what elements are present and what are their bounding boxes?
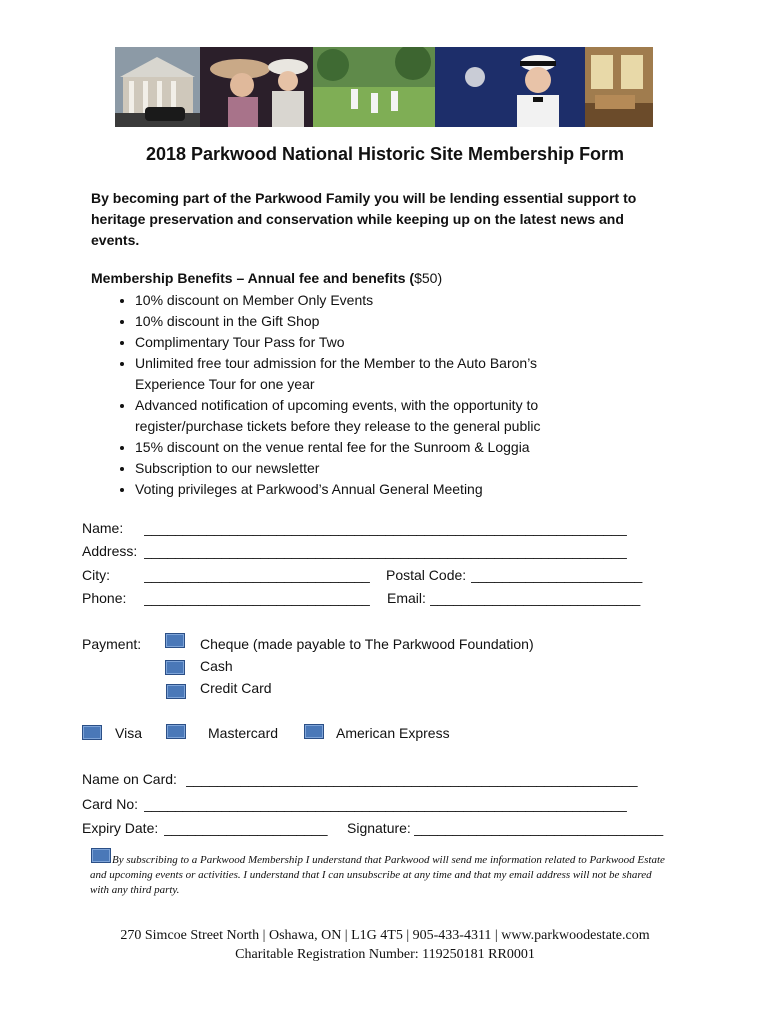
name-on-card-label: Name on Card: xyxy=(82,771,177,787)
cash-checkbox[interactable] xyxy=(165,660,185,675)
benefits-list xyxy=(91,290,605,500)
benefits-heading xyxy=(91,270,442,286)
interior-photo xyxy=(585,47,653,127)
payment-label: Payment: xyxy=(82,636,142,652)
card-number-field[interactable]: ______________________________________________________________ xyxy=(144,796,627,812)
postal-code-label: Postal Code: xyxy=(386,567,467,583)
visa-checkbox[interactable] xyxy=(82,725,102,740)
consent-text xyxy=(90,853,670,898)
credit-card-checkbox[interactable] xyxy=(166,684,186,699)
email-field[interactable]: ___________________________ xyxy=(430,590,641,606)
signature-label: Signature: xyxy=(347,820,411,836)
cash-option-label: Cash xyxy=(200,658,233,674)
lady-hat-icon xyxy=(200,47,313,127)
benefit-item: • Unlimited free tour admission for the Member to the Auto Baron’s Experience Tour for one year xyxy=(135,353,605,395)
form-title: 2018 Parkwood National Historic Site Membership Form xyxy=(145,144,625,164)
cheque-option-label: Cheque (made payable to The Parkwood Foundation) xyxy=(200,636,534,652)
amex-label: American Express xyxy=(336,725,450,741)
benefit-item: • 10% discount on Member Only Events xyxy=(135,290,605,311)
mastercard-checkbox[interactable] xyxy=(166,724,186,739)
chauffeur-photo xyxy=(435,47,585,127)
mastercard-label: Mastercard xyxy=(208,725,279,741)
phone-label: Phone: xyxy=(82,590,127,606)
signature-field[interactable]: ________________________________ xyxy=(414,820,664,836)
intro-paragraph: By becoming part of the Parkwood Family you will be lending essential support to heritage preservation and conservation while keeping up on the latest news and events. xyxy=(91,190,637,248)
benefit-item: • Subscription to our newsletter xyxy=(135,458,605,479)
footer-registration: Charitable Registration Number: 119250181 RR0001 xyxy=(235,947,535,962)
city-field[interactable]: _____________________________ xyxy=(144,567,370,583)
email-label: Email: xyxy=(387,590,426,606)
postal-code-field[interactable]: ______________________ xyxy=(471,567,643,583)
building-photo xyxy=(115,47,200,127)
benefit-item: • Advanced notification of upcoming events, with the opportunity to register/purchase tickets before they release to the general public xyxy=(135,395,605,437)
consent-text-content: By subscribing to a Parkwood Membership I understand that Parkwood will send me information related to Parkwood Estate and upcoming events or activities. I understand that I can unsubscribe at any time and that my email address will not be shared with any third party. xyxy=(90,854,665,896)
card-number-label: Card No: xyxy=(82,796,139,812)
credit-card-option-label: Credit Card xyxy=(200,680,272,696)
amex-checkbox[interactable] xyxy=(304,724,324,739)
name-on-card-field[interactable]: __________________________________________________________ xyxy=(186,771,638,787)
benefits-heading-text: Membership Benefits – Annual fee and benefits ( xyxy=(91,270,415,286)
name-label: Name: xyxy=(82,520,124,536)
address-label: Address: xyxy=(82,543,138,559)
benefit-item: • Complimentary Tour Pass for Two xyxy=(135,332,605,353)
interior-room-icon xyxy=(585,47,653,127)
annual-fee: $50) xyxy=(414,270,443,286)
lady-photo xyxy=(200,47,313,127)
benefit-item: • Voting privileges at Parkwood’s Annual General Meeting xyxy=(135,479,605,500)
chauffeur-boy-icon xyxy=(435,47,585,127)
city-label: City: xyxy=(82,567,110,583)
cheque-checkbox[interactable] xyxy=(165,633,185,648)
visa-label: Visa xyxy=(115,725,142,741)
benefit-item: • 10% discount in the Gift Shop xyxy=(135,311,605,332)
footer-address: 270 Simcoe Street North | Oshawa, ON | L1G 4T5 | 905-433-4311 | www.parkwoodestate.com xyxy=(120,928,650,943)
garden-lawn-icon xyxy=(313,47,435,127)
garden-photo xyxy=(313,47,435,127)
address-field[interactable]: ______________________________________________________________ xyxy=(144,543,627,559)
benefit-item: • 15% discount on the venue rental fee for the Sunroom & Loggia xyxy=(135,437,605,458)
expiry-date-field[interactable]: _____________________ xyxy=(164,820,328,836)
expiry-date-label: Expiry Date: xyxy=(82,820,159,836)
phone-field[interactable]: _____________________________ xyxy=(144,590,370,606)
name-field[interactable]: ______________________________________________________________ xyxy=(144,520,627,536)
building-icon xyxy=(115,47,200,127)
